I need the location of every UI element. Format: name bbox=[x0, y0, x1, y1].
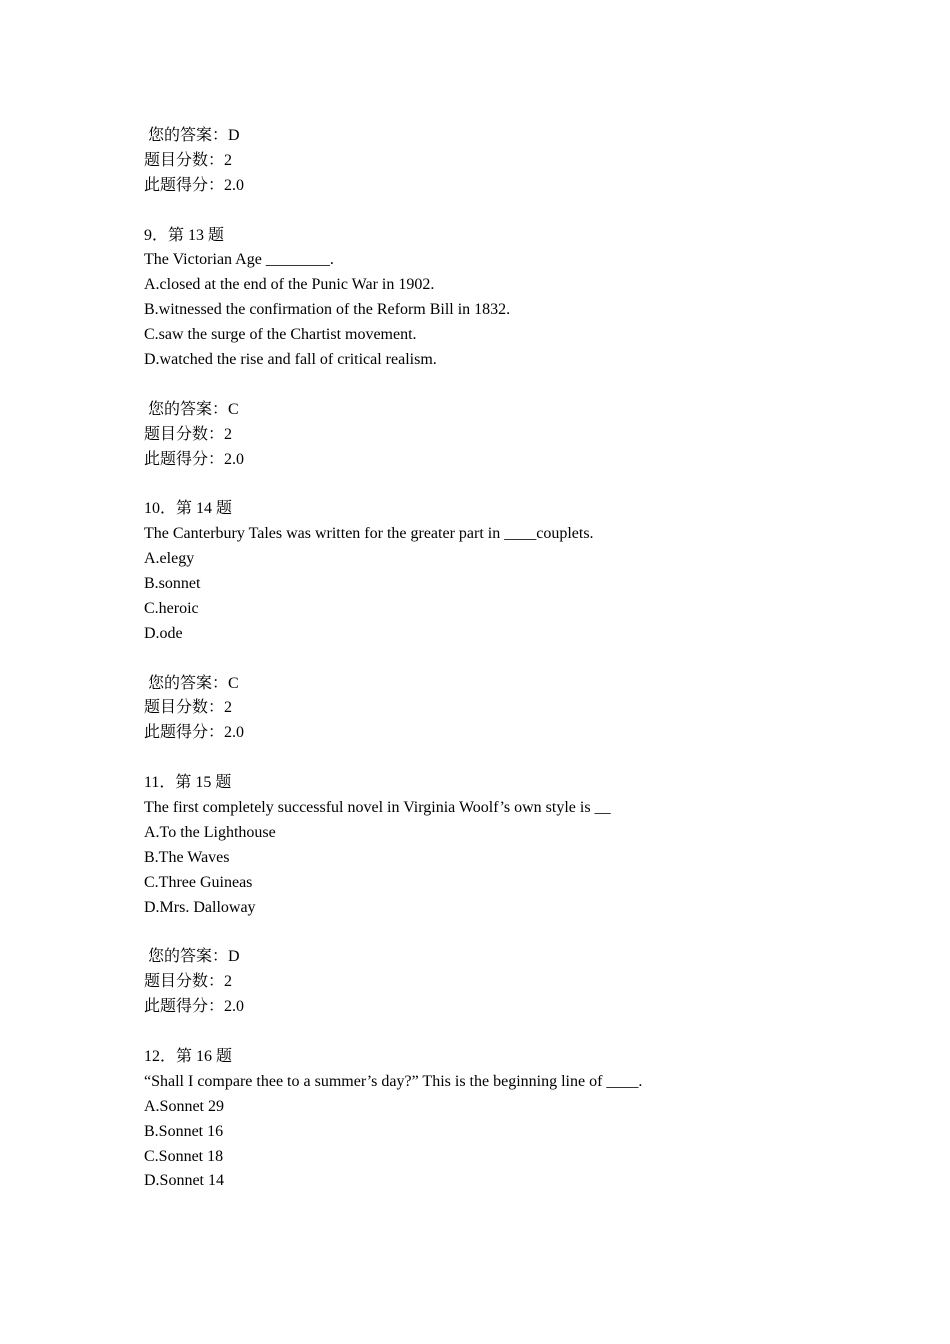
question-block bbox=[144, 497, 844, 746]
option-c: C.Three Guineas bbox=[144, 873, 253, 891]
option-c: C.heroic bbox=[144, 599, 199, 617]
previous-question-result bbox=[144, 124, 844, 199]
question-header: 10．第 14 题 bbox=[144, 500, 233, 518]
question-block bbox=[144, 224, 844, 473]
your-answer: 您的答案：C bbox=[148, 674, 239, 692]
question-stem: The first completely successful novel in Virginia Woolf’s own style is __ bbox=[144, 799, 611, 817]
question-header: 12．第 16 题 bbox=[144, 1047, 233, 1065]
earned-score: 此题得分：2.0 bbox=[144, 724, 245, 742]
question-score: 题目分数：2 bbox=[144, 425, 233, 443]
question-score: 题目分数：2 bbox=[144, 151, 233, 169]
your-answer: 您的答案：D bbox=[148, 127, 240, 144]
option-c: C.Sonnet 18 bbox=[144, 1147, 224, 1165]
option-a: A.Sonnet 29 bbox=[144, 1097, 224, 1115]
spacer bbox=[144, 1020, 844, 1045]
spacer bbox=[144, 373, 844, 398]
option-d: D.Mrs. Dalloway bbox=[144, 898, 256, 916]
option-d: D.ode bbox=[144, 624, 183, 642]
spacer bbox=[144, 647, 844, 672]
option-c: C.saw the surge of the Chartist movement. bbox=[144, 326, 417, 344]
spacer bbox=[144, 472, 844, 497]
option-b: B.Sonnet 16 bbox=[144, 1122, 224, 1140]
option-d: D.Sonnet 14 bbox=[144, 1172, 224, 1190]
earned-score: 此题得分：2.0 bbox=[144, 998, 245, 1016]
earned-score: 此题得分：2.0 bbox=[144, 450, 245, 468]
spacer bbox=[144, 921, 844, 946]
exam-document bbox=[144, 124, 844, 1194]
question-score: 题目分数：2 bbox=[144, 699, 233, 717]
question-score: 题目分数：2 bbox=[144, 973, 233, 991]
question-header: 9．第 13 题 bbox=[144, 226, 225, 244]
spacer bbox=[144, 199, 844, 224]
question-stem: The Canterbury Tales was written for the greater part in ____couplets. bbox=[144, 525, 594, 543]
question-stem: The Victorian Age ________. bbox=[144, 251, 334, 269]
question-block bbox=[144, 771, 844, 1020]
option-d: D.watched the rise and fall of critical realism. bbox=[144, 351, 437, 369]
spacer bbox=[144, 746, 844, 771]
option-b: B.sonnet bbox=[144, 575, 201, 593]
question-stem: “Shall I compare thee to a summer’s day?” This is the beginning line of ____. bbox=[144, 1072, 643, 1090]
earned-score: 此题得分：2.0 bbox=[144, 176, 245, 194]
your-answer: 您的答案：C bbox=[148, 400, 239, 418]
option-a: A.closed at the end of the Punic War in 1902. bbox=[144, 276, 435, 294]
option-b: B.The Waves bbox=[144, 848, 230, 866]
question-block bbox=[144, 1045, 844, 1194]
option-b: B.witnessed the confirmation of the Reform Bill in 1832. bbox=[144, 301, 511, 319]
option-a: A.elegy bbox=[144, 550, 195, 568]
question-header: 11．第 15 题 bbox=[144, 774, 232, 792]
option-a: A.To the Lighthouse bbox=[144, 823, 276, 841]
your-answer: 您的答案：D bbox=[148, 948, 240, 966]
